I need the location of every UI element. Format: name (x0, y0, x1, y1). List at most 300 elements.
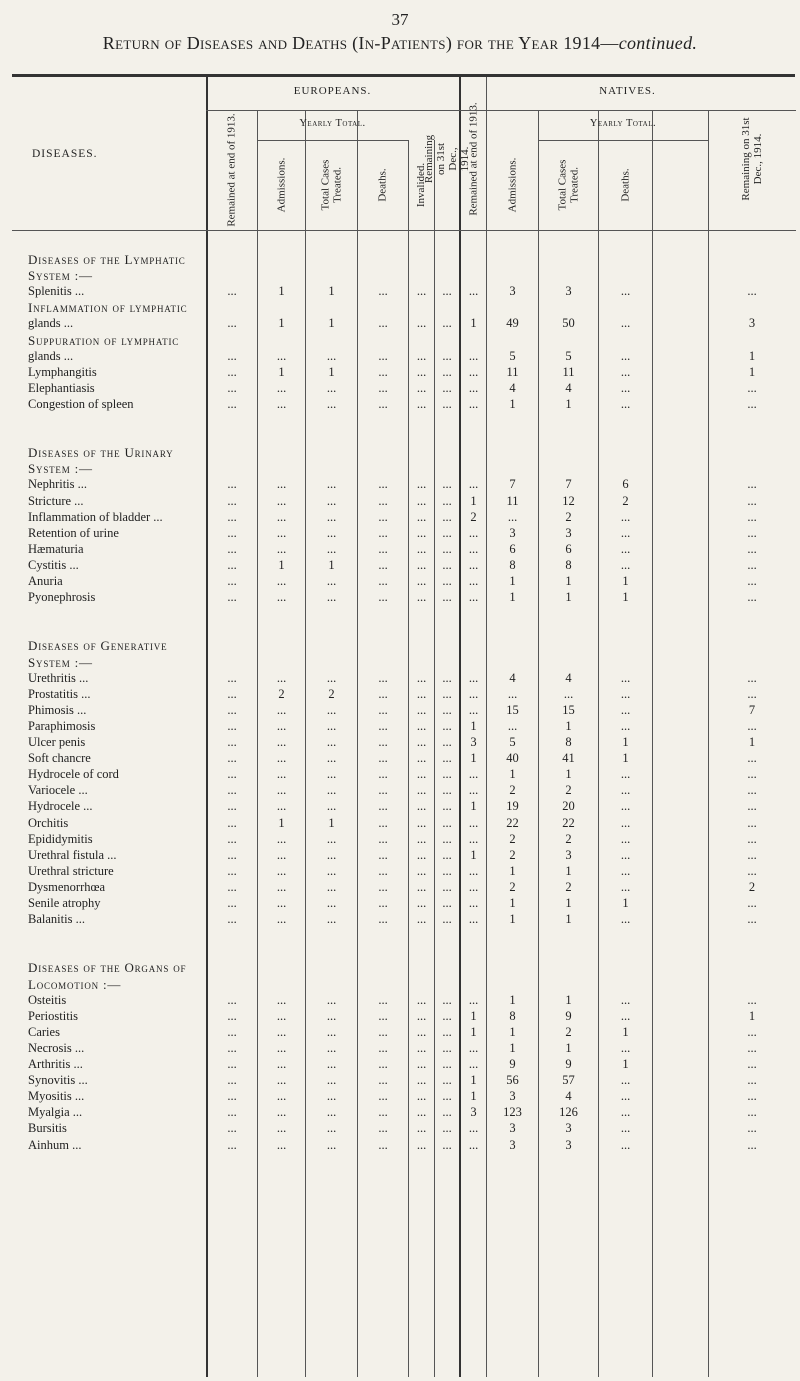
table-cell: ... (227, 348, 237, 363)
table-cell: ... (326, 896, 337, 910)
table-cell: ... (326, 525, 337, 540)
disease-label: glands ... (28, 316, 74, 331)
table-cell: 1 (622, 1057, 629, 1071)
table-cell: 1 (748, 735, 756, 749)
table-cell: ... (747, 493, 757, 508)
table-cell: ... (468, 1121, 479, 1136)
table-cell: ... (378, 992, 388, 1007)
table-cell: ... (378, 493, 388, 508)
table-cell: ... (378, 1040, 388, 1055)
table-cell: ... (620, 767, 631, 782)
table-cell: ... (442, 718, 452, 733)
table-row (0, 783, 800, 798)
admissions-header-natives: Admissions. (506, 157, 519, 213)
table-cell: ... (468, 702, 479, 717)
table-cell: ... (747, 831, 757, 846)
table-cell: ... (227, 1073, 237, 1088)
disease-label: Pyonephrosis (28, 590, 96, 605)
table-cell: ... (276, 590, 287, 605)
table-cell: ... (468, 912, 479, 927)
table-cell: ... (378, 751, 388, 766)
table-row (0, 735, 800, 750)
table-cell: ... (276, 1008, 287, 1023)
table-cell: ... (747, 396, 757, 411)
section-heading-row (0, 977, 800, 992)
table-cell: ... (442, 879, 452, 894)
table-row (0, 1073, 800, 1088)
disease-label: Necrosis ... (28, 1040, 85, 1055)
table-cell: 12 (562, 493, 575, 508)
table-cell: ... (468, 477, 479, 492)
table-row (0, 864, 800, 879)
disease-label: Urethral fistula ... (28, 847, 117, 862)
table-cell: ... (276, 718, 287, 733)
table-cell: 1 (509, 396, 516, 411)
table-cell: 1 (565, 767, 572, 782)
table-cell: 1 (622, 735, 629, 749)
table-cell: ... (416, 316, 427, 331)
table-cell: ... (442, 284, 452, 299)
section-label: Inflammation of lymphatic (28, 300, 188, 316)
section-heading-row (0, 461, 800, 476)
table-cell: ... (468, 380, 479, 395)
table-cell: ... (442, 1105, 452, 1120)
table-cell: ... (416, 525, 427, 540)
disease-label: Epididymitis (28, 831, 93, 846)
table-cell: ... (227, 316, 237, 331)
table-cell: 1 (328, 316, 335, 331)
table-cell: ... (468, 1040, 479, 1055)
table-cell: 1 (470, 799, 477, 814)
table-cell: 1 (470, 847, 477, 862)
table-cell: ... (416, 896, 427, 910)
table-cell: 5 (509, 348, 516, 363)
table-cell: 1 (278, 284, 285, 299)
table-cell: ... (416, 1121, 427, 1136)
table-cell: ... (442, 541, 452, 556)
table-cell: ... (442, 783, 452, 798)
table-cell: ... (326, 751, 337, 766)
table-cell: 1 (748, 1008, 756, 1023)
table-cell: 1 (470, 1089, 477, 1104)
table-cell: 8 (509, 1008, 516, 1023)
table-cell: ... (416, 735, 427, 749)
table-cell: 1 (278, 364, 285, 379)
table-cell: ... (416, 863, 427, 878)
table-cell: ... (326, 493, 337, 508)
disease-label: Dysmenorrhœa (28, 879, 106, 894)
table-cell: 1 (509, 863, 516, 878)
disease-label: Variocele ... (28, 783, 88, 798)
table-cell: ... (620, 525, 631, 540)
table-cell: 1 (328, 284, 335, 299)
table-cell: 3 (565, 1121, 572, 1136)
table-cell: ... (227, 509, 237, 524)
table-cell: ... (416, 767, 427, 782)
table-cell: ... (507, 509, 518, 524)
table-cell: ... (326, 992, 337, 1007)
table-cell: ... (747, 541, 757, 556)
remaining-header: Remaining on 31st Dec., 1914. (423, 134, 471, 184)
table-cell: ... (620, 799, 631, 814)
table-cell: 1 (328, 815, 335, 830)
table-cell: ... (747, 284, 757, 299)
table-cell: ... (416, 1040, 427, 1055)
table-row (0, 832, 800, 847)
table-cell: ... (326, 799, 337, 814)
table-cell: ... (227, 686, 237, 701)
disease-label: Soft chancre (28, 751, 91, 766)
table-cell: ... (227, 896, 237, 910)
table-cell: ... (326, 767, 337, 782)
table-cell: 3 (565, 1137, 572, 1152)
table-row (0, 816, 800, 831)
table-cell: ... (747, 574, 757, 588)
table-row (0, 703, 800, 718)
table-cell: ... (416, 348, 427, 363)
table-row (0, 574, 800, 589)
invalided-header: Invalided. (415, 162, 428, 208)
table-row (0, 719, 800, 734)
table-row (0, 671, 800, 686)
table-cell: ... (378, 735, 388, 749)
table-cell: 1 (509, 912, 516, 927)
table-row (0, 993, 800, 1008)
table-cell: ... (620, 1008, 631, 1023)
table-cell: ... (227, 590, 237, 605)
table-cell: 4 (509, 670, 516, 685)
table-cell: ... (227, 1057, 237, 1071)
table-cell: ... (227, 992, 237, 1007)
table-cell: ... (416, 380, 427, 395)
table-cell: ... (378, 863, 388, 878)
table-cell: ... (620, 831, 631, 846)
table-cell: ... (442, 348, 452, 363)
table-cell: 8 (565, 557, 572, 572)
table-cell: 6 (565, 541, 572, 556)
table-row (0, 880, 800, 895)
table-cell: ... (326, 574, 337, 588)
table-cell: ... (326, 1008, 337, 1023)
table-cell: ... (416, 1105, 427, 1120)
table-cell: ... (468, 348, 479, 363)
table-cell: ... (378, 509, 388, 524)
table-cell: ... (747, 912, 757, 927)
table-cell: 6 (622, 477, 629, 492)
table-cell: ... (747, 896, 757, 910)
table-cell: ... (416, 670, 427, 685)
table-cell: ... (620, 783, 631, 798)
table-cell: ... (416, 493, 427, 508)
table-cell: ... (468, 879, 479, 894)
table-row (0, 1057, 800, 1072)
table-cell: ... (326, 1105, 337, 1120)
table-cell: ... (563, 686, 574, 701)
table-cell: ... (416, 718, 427, 733)
table-cell: ... (620, 670, 631, 685)
disease-label: Paraphimosis (28, 718, 96, 733)
table-row (0, 316, 800, 331)
table-cell: ... (326, 396, 337, 411)
table-row (0, 284, 800, 299)
table-cell: 8 (565, 735, 572, 749)
table-row (0, 912, 800, 927)
table-cell: ... (326, 831, 337, 846)
table-cell: ... (747, 1057, 757, 1071)
table-cell: 1 (278, 815, 285, 830)
table-cell: ... (326, 1040, 337, 1055)
table-cell: 1 (748, 348, 756, 363)
table-cell: ... (416, 847, 427, 862)
table-cell: ... (416, 509, 427, 524)
table-cell: ... (747, 1073, 757, 1088)
table-cell: 2 (565, 509, 572, 524)
table-cell: ... (747, 1040, 757, 1055)
table-cell: ... (442, 735, 452, 749)
table-cell: ... (416, 590, 427, 605)
table-cell: ... (468, 364, 479, 379)
table-cell: ... (378, 590, 388, 605)
table-cell: ... (468, 783, 479, 798)
table-row (0, 397, 800, 412)
table-cell: 2 (565, 879, 572, 894)
table-cell: 49 (506, 316, 519, 331)
table-cell: ... (442, 380, 452, 395)
table-cell: 1 (565, 574, 572, 588)
section-label: Diseases of the Lymphatic (28, 252, 186, 267)
table-cell: 19 (506, 799, 519, 814)
table-cell: ... (620, 380, 631, 395)
table-cell: ... (276, 380, 287, 395)
table-cell: ... (442, 525, 452, 540)
table-cell: ... (326, 783, 337, 798)
table-cell: ... (378, 767, 388, 782)
table-cell: ... (442, 1008, 452, 1023)
disease-label: Hæmaturia (28, 541, 84, 556)
table-row (0, 799, 800, 814)
section-label: System :— (28, 461, 93, 477)
header-bottom-rule (12, 230, 796, 231)
table-cell: ... (747, 718, 757, 733)
disease-label: Bursitis (28, 1121, 67, 1136)
table-cell: ... (416, 396, 427, 411)
table-cell: ... (276, 525, 287, 540)
table-cell: 1 (278, 557, 285, 572)
table-cell: 22 (506, 815, 519, 830)
table-cell: ... (442, 896, 452, 910)
table-cell: ... (227, 815, 237, 830)
table-cell: 3 (509, 525, 516, 540)
disease-label: Ainhum ... (28, 1137, 82, 1152)
disease-label: Periostitis (28, 1008, 79, 1023)
table-cell: 2 (565, 831, 572, 846)
table-cell: ... (276, 1121, 287, 1136)
disease-label: Myositis ... (28, 1089, 85, 1104)
disease-label: Splenitis ... (28, 284, 85, 299)
table-cell: ... (276, 751, 287, 766)
table-cell: 2 (565, 1024, 572, 1039)
table-cell: ... (276, 1073, 287, 1088)
table-cell: 1 (565, 992, 572, 1007)
table-row (0, 848, 800, 863)
table-cell: ... (227, 380, 237, 395)
table-cell: ... (227, 863, 237, 878)
table-cell: ... (276, 1089, 287, 1104)
disease-label: Ulcer penis (28, 735, 86, 749)
section-heading-row (0, 960, 800, 975)
table-cell: ... (620, 718, 631, 733)
table-cell: 2 (509, 879, 516, 894)
table-cell: 9 (565, 1008, 572, 1023)
table-cell: ... (326, 1137, 337, 1152)
disease-label: Inflammation of bladder ... (28, 509, 163, 524)
table-cell: ... (227, 1137, 237, 1152)
page-title (0, 33, 800, 54)
table-cell: 2 (622, 493, 629, 508)
table-cell: ... (227, 1008, 237, 1023)
table-cell: ... (442, 686, 452, 701)
table-cell: ... (326, 590, 337, 605)
table-cell: ... (378, 316, 388, 331)
table-cell: ... (620, 316, 631, 331)
table-cell: ... (416, 364, 427, 379)
table-cell: 1 (470, 1073, 477, 1088)
table-cell: ... (378, 364, 388, 379)
table-row (0, 477, 800, 492)
table-cell: ... (276, 1057, 287, 1071)
table-cell: ... (227, 477, 237, 492)
table-cell: ... (416, 1057, 427, 1071)
table-cell: 1 (565, 396, 572, 411)
table-cell: 4 (565, 670, 572, 685)
table-cell: 1 (565, 718, 572, 733)
table-cell: ... (227, 1089, 237, 1104)
table-cell: ... (227, 847, 237, 862)
table-cell: ... (442, 316, 452, 331)
disease-label: Prostatitis ... (28, 686, 91, 701)
table-cell: ... (227, 879, 237, 894)
table-cell: ... (227, 1105, 237, 1120)
table-cell: ... (276, 348, 287, 363)
table-cell: 1 (565, 896, 572, 910)
table-cell: 3 (509, 284, 516, 299)
table-cell: ... (468, 590, 479, 605)
table-cell: 7 (748, 702, 756, 717)
table-cell: ... (416, 284, 427, 299)
table-cell: 1 (509, 1040, 516, 1055)
table-cell: ... (442, 831, 452, 846)
table-cell: ... (416, 912, 427, 927)
header-rule (206, 110, 796, 111)
table-cell: 1 (278, 316, 285, 331)
table-cell: 2 (278, 686, 285, 701)
table-cell: ... (378, 702, 388, 717)
table-cell: ... (442, 1089, 452, 1104)
page-number: 37 (391, 10, 409, 29)
table-cell: ... (227, 396, 237, 411)
table-cell: ... (468, 896, 479, 910)
table-row (0, 1009, 800, 1024)
table-cell: 3 (509, 1137, 516, 1152)
table-cell: ... (442, 912, 452, 927)
table-cell: 1 (470, 1024, 477, 1039)
section-label: Diseases of Generative (28, 638, 168, 654)
table-cell: ... (326, 1057, 337, 1071)
disease-label: Phimosis ... (28, 702, 87, 717)
table-row (0, 751, 800, 766)
admissions-header: Admissions. (275, 157, 288, 213)
table-cell: 126 (559, 1105, 578, 1120)
table-cell: 3 (565, 847, 572, 862)
table-cell: 2 (509, 783, 516, 798)
table-cell: ... (276, 767, 287, 782)
table-cell: ... (620, 541, 631, 556)
table-cell: 2 (509, 831, 516, 846)
table-cell: ... (747, 670, 757, 685)
table-cell: ... (620, 1040, 631, 1055)
table-cell: ... (747, 767, 757, 782)
table-cell: ... (747, 863, 757, 878)
table-cell: ... (468, 815, 479, 830)
table-cell: ... (442, 1024, 452, 1039)
table-cell: ... (416, 557, 427, 572)
table-cell: ... (276, 670, 287, 685)
table-cell: ... (378, 541, 388, 556)
table-cell: ... (468, 574, 479, 588)
table-cell: ... (747, 686, 757, 701)
table-cell: ... (468, 686, 479, 701)
table-cell: 1 (509, 992, 516, 1007)
section-label: Suppuration of lymphatic (28, 332, 180, 348)
section-heading-row (0, 638, 800, 653)
table-cell: ... (442, 1057, 452, 1071)
table-cell: ... (227, 1040, 237, 1055)
table-cell: ... (276, 799, 287, 814)
table-cell: ... (416, 815, 427, 830)
table-cell: 4 (565, 380, 572, 395)
table-cell: ... (442, 992, 452, 1007)
table-cell: ... (378, 686, 388, 701)
table-cell: ... (326, 879, 337, 894)
table-cell: ... (378, 718, 388, 733)
table-cell: ... (468, 284, 479, 299)
table-cell: ... (416, 1137, 427, 1152)
table-cell: 1 (470, 493, 477, 508)
table-row (0, 896, 800, 911)
table-cell: ... (227, 557, 237, 572)
table-cell: ... (416, 783, 427, 798)
table-cell: ... (620, 863, 631, 878)
table-cell: ... (747, 783, 757, 798)
table-cell: 20 (562, 799, 575, 814)
table-cell: ... (326, 718, 337, 733)
table-cell: 9 (565, 1057, 572, 1071)
table-cell: ... (416, 686, 427, 701)
table-cell: ... (620, 396, 631, 411)
table-cell: ... (442, 364, 452, 379)
table-cell: ... (747, 590, 757, 605)
disease-label: Senile atrophy (28, 896, 101, 910)
table-cell: ... (442, 702, 452, 717)
table-cell: ... (378, 879, 388, 894)
table-cell: ... (468, 831, 479, 846)
table-cell: ... (276, 847, 287, 862)
table-cell: ... (227, 718, 237, 733)
table-cell: ... (378, 815, 388, 830)
table-cell: ... (620, 364, 631, 379)
table-cell: ... (326, 380, 337, 395)
table-cell: 7 (509, 477, 516, 492)
